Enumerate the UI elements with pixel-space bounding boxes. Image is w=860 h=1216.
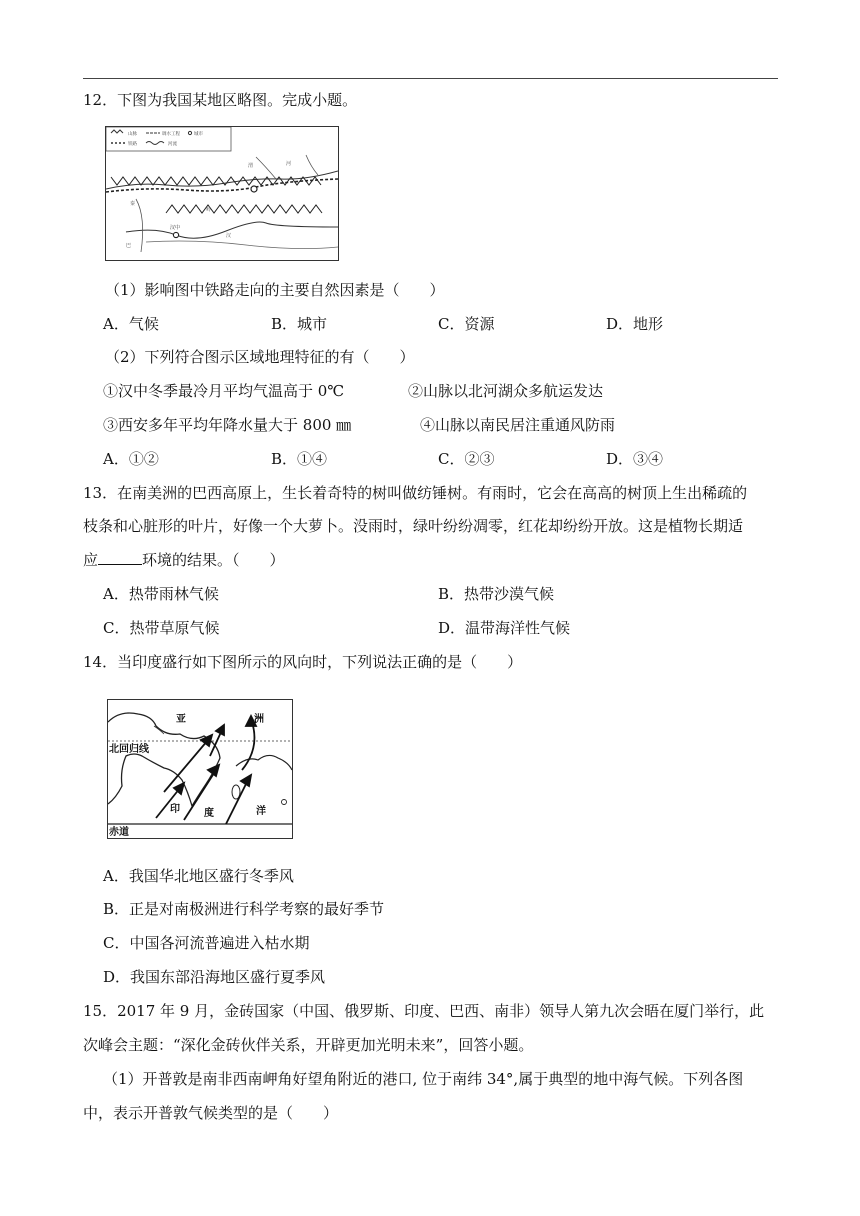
q12-sub2-item-1: ①汉中冬季最冷月平均气温高于 0℃: [103, 382, 345, 400]
q14-monsoon-map: [107, 699, 293, 839]
legend-railway-label: 铁路: [128, 142, 137, 147]
q15-sub1-line2: 中，表示开普敦气候类型的是（ ）: [83, 1104, 339, 1122]
river-han: [126, 222, 338, 238]
q13-option-c[interactable]: C．热带草原气候: [103, 619, 220, 637]
legend-canal-label: 调水工程: [162, 132, 180, 137]
q12-map-svg: [106, 127, 338, 260]
q13-option-a[interactable]: A．热带雨林气候: [103, 585, 219, 603]
wind-arrow-4: [226, 780, 248, 824]
city-marker-xian: [251, 186, 257, 192]
city-marker-hanzhong: [173, 232, 178, 237]
place-he: 河: [286, 161, 292, 167]
q12-region-map: [105, 126, 339, 261]
coastline-india: [108, 713, 220, 806]
label-ocean-3: 洋: [256, 806, 266, 817]
place-ba: 巴: [126, 243, 132, 249]
label-ocean-1: 印: [170, 804, 180, 815]
place-ling: 岭: [206, 207, 212, 213]
q12-sub2-option-c[interactable]: C．②③: [438, 450, 495, 468]
q12-sub2-item-4: ④山脉以南民居注重通风防雨: [420, 416, 616, 434]
q12-sub2-stem: （2）下列符合图示区域地理特征的有（ ）: [105, 348, 415, 366]
persian-gulf-coast: [154, 726, 164, 734]
q13-stem-line3-start: 应: [83, 551, 99, 569]
q14-option-a[interactable]: A．我国华北地区盛行冬季风: [103, 867, 294, 885]
label-tropic: 北回归线: [109, 744, 149, 755]
q13-option-b[interactable]: B．热带沙漠气候: [438, 585, 555, 603]
q14-map-svg: [108, 700, 292, 838]
q13-answer-blank: [98, 550, 142, 565]
place-wei: 渭: [248, 163, 254, 169]
label-asia-1: 亚: [176, 714, 186, 725]
q13-option-d[interactable]: D．温带海洋性气候: [438, 619, 571, 637]
place-han: 汉: [226, 233, 232, 239]
q12-sub1-option-b[interactable]: B．城市: [271, 315, 328, 333]
river-wei: [106, 171, 338, 189]
q12-sub2-item-2: ②山脉以北河湖众多航运发达: [408, 382, 604, 400]
wind-arrow-4-head: [241, 775, 251, 786]
wind-arrow-2-head: [208, 765, 219, 776]
place-qin: 秦: [130, 201, 136, 207]
q15-stem-line1: 15．2017 年 9 月，金砖国家（中国、俄罗斯、印度、巴西、南非）领导人第九次会晤在厦门举行，此: [83, 1002, 765, 1020]
q12-sub2-option-d[interactable]: D．③④: [606, 450, 664, 468]
qinling-mountains-south: [166, 205, 322, 213]
header-rule: [83, 78, 778, 79]
q12-sub2-item-3: ③西安多年平均年降水量大于 800 ㎜: [103, 416, 352, 434]
boundary-line: [146, 241, 338, 249]
qinling-mountains-north: [111, 177, 321, 185]
q12-sub1-stem: （1）影响图中铁路走向的主要自然因素是（ ）: [105, 281, 445, 299]
q15-sub1-line1: （1）开普敦是南非西南岬角好望角附近的港口, 位于南纬 34°,属于典型的地中海气候。下列各图: [103, 1070, 744, 1088]
small-island: [282, 800, 287, 805]
wind-arrow-3: [164, 740, 208, 792]
q14-stem: 14．当印度盛行如下图所示的风向时，下列说法正确的是（ ）: [83, 653, 523, 671]
river-tributary-1: [256, 157, 276, 179]
q12-sub2-option-b[interactable]: B．①④: [271, 450, 328, 468]
label-equator: 赤道: [109, 827, 129, 838]
wind-arrow-5: [242, 722, 254, 770]
q12-sub1-option-c[interactable]: C．资源: [438, 315, 495, 333]
q14-option-d[interactable]: D．我国东部沿海地区盛行夏季风: [103, 968, 326, 986]
q13-stem-line2: 枝条和心脏形的叶片，好像一个大萝卜。没雨时，绿叶纷纷凋零，红花却纷纷开放。这是植物长期适: [83, 517, 744, 535]
legend-river-label: 河流: [168, 142, 177, 147]
q13-stem-line1: 13．在南美洲的巴西高原上，生长着奇特的树叫做纺锤树。有雨时，它会在高高的树顶上生出稀疏的: [83, 484, 748, 502]
q13-stem-line3: [83, 550, 285, 570]
q12-sub1-option-a[interactable]: A．气候: [103, 315, 159, 333]
legend-city-label: 城市: [194, 132, 203, 137]
place-hanzhong: 汉中: [170, 225, 181, 231]
q13-stem-line3-end: 环境的结果。（ ）: [142, 551, 285, 569]
label-asia-2: 洲: [254, 714, 264, 725]
q12-stem: 12．下图为我国某地区略图。完成小题。: [83, 91, 358, 109]
label-ocean-2: 度: [204, 808, 214, 819]
q12-sub1-option-d[interactable]: D．地形: [606, 315, 664, 333]
wind-arrow-6-head: [216, 725, 224, 735]
legend-box: [106, 127, 231, 151]
q12-sub2-option-a[interactable]: A．①②: [103, 450, 159, 468]
q14-option-c[interactable]: C．中国各河流普遍进入枯水期: [103, 934, 310, 952]
river-jialing: [136, 199, 143, 252]
legend-mountain-label: 山脉: [128, 132, 137, 137]
q14-option-b[interactable]: B．正是对南极洲进行科学考察的最好季节: [103, 900, 385, 918]
river-tributary-2: [306, 155, 318, 175]
q15-stem-line2: 次峰会主题：“深化金砖伙伴关系，开辟更加光明未来”，回答小题。: [83, 1036, 534, 1054]
